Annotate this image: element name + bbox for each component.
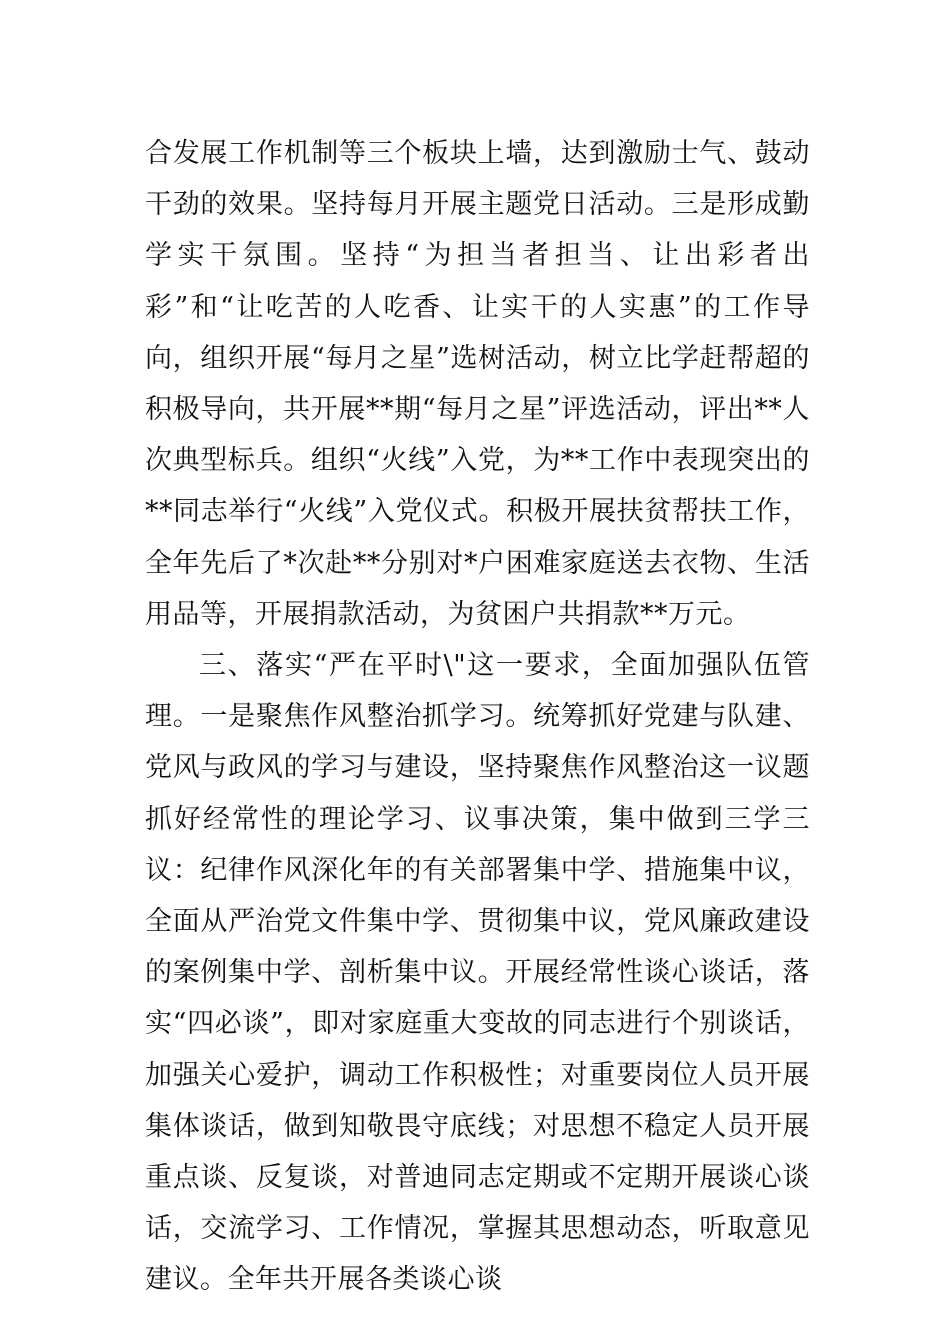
document-body (145, 128, 810, 1306)
paragraph-continuation: 合发展工作机制等三个板块上墙，达到激励士气、鼓动干劲的效果。坚持每月开展主题党日活动。三是形成勤学实干氛围。坚持“为担当者担当、让出彩者出彩”和“让吃苦的人吃香、让实干的人实惠”的工作导向，组织开展“每月之星”选树活动，树立比学赶帮超的积极导向，共开展**期“每月之星”评选活动，评出**人次典型标兵。组织“火线”入党，为**工作中表现突出的**同志举行“火线”入党仪式。积极开展扶贫帮扶工作，全年先后了*次赴**分别对*户困难家庭送去衣物、生活用品等，开展捐款活动，为贫困户共捐款**万元。 (145, 138, 810, 630)
paragraph-section-three: 三、落实“严在平时\"这一要求，全面加强队伍管理。一是聚焦作风整治抓学习。统筹抓好党建与队建、党风与政风的学习与建设，坚持聚焦作风整治这一议题抓好经常性的理论学习、议事决策，集中做到三学三议：纪律作风深化年的有关部署集中学、措施集中议，全面从严治党文件集中学、贯彻集中议，党风廉政建设的案例集中学、剖析集中议。开展经常性谈心谈话，落实“四必谈”，即对家庭重大变故的同志进行个别谈话，加强关心爱护，调动工作积极性；对重要岗位人员开展集体谈话，做到知敬畏守底线；对思想不稳定人员开展重点谈、反复谈，对普迪同志定期或不定期开展谈心谈话，交流学习、工作情况，掌握其思想动态，听取意见建议。全年共开展各类谈心谈 (145, 650, 810, 1296)
